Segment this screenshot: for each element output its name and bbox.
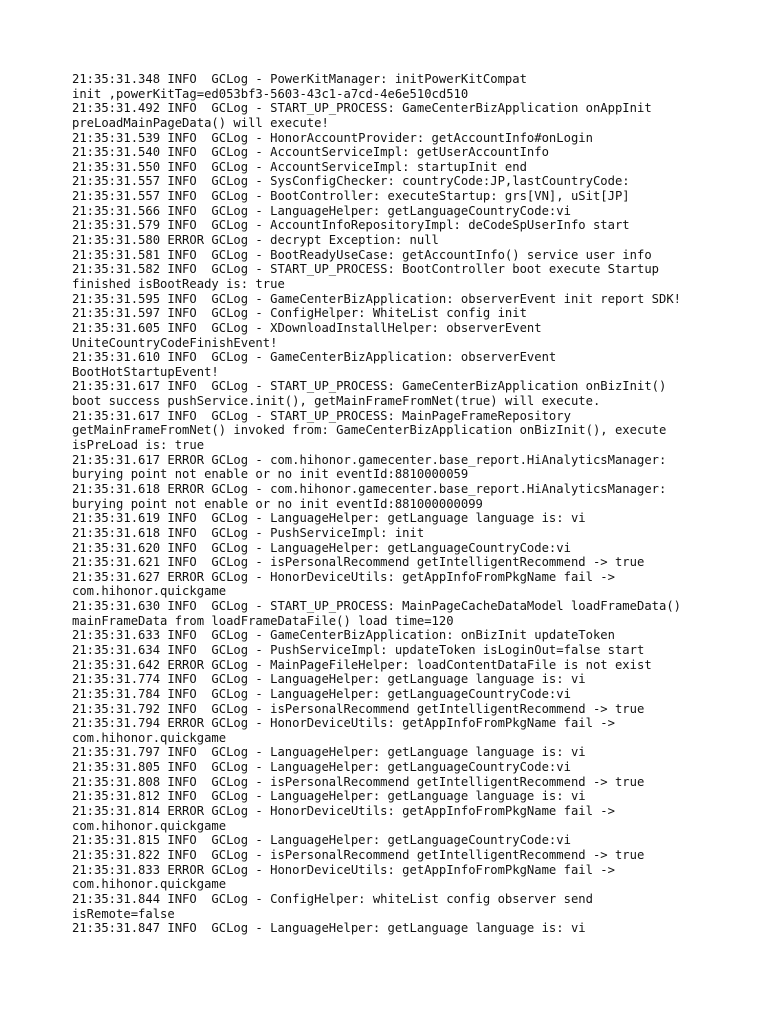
log-line: 21:35:31.595 INFO GCLog - GameCenterBizApplication: observerEvent init report SDK!	[72, 291, 682, 306]
log-line: 21:35:31.815 INFO GCLog - LanguageHelper: getLanguageCountryCode:vi	[72, 833, 571, 848]
log-line: 21:35:31.822 INFO GCLog - isPersonalRecommend getIntelligentRecommend -> true	[72, 847, 645, 862]
log-line: 21:35:31.605 INFO GCLog - XDownloadInstallHelper: observerEvent	[72, 320, 542, 335]
log-line: 21:35:31.634 INFO GCLog - PushServiceImpl: updateToken isLoginOut=false start	[72, 642, 645, 657]
log-line: 21:35:31.620 INFO GCLog - LanguageHelper: getLanguageCountryCode:vi	[72, 540, 571, 555]
log-line: 21:35:31.621 INFO GCLog - isPersonalRecommend getIntelligentRecommend -> true	[72, 555, 645, 570]
log-line: 21:35:31.597 INFO GCLog - ConfigHelper: WhiteList config init	[72, 306, 527, 321]
log-line: 21:35:31.579 INFO GCLog - AccountInfoRepositoryImpl: deCodeSpUserInfo start	[72, 218, 630, 233]
log-line: 21:35:31.618 INFO GCLog - PushServiceImpl: init	[72, 525, 425, 540]
log-line: com.hihonor.quickgame	[72, 818, 227, 833]
log-line: 21:35:31.557 INFO GCLog - SysConfigChecker: countryCode:JP,lastCountryCode:	[72, 174, 630, 189]
log-line: 21:35:31.348 INFO GCLog - PowerKitManager: initPowerKitCompat	[72, 72, 527, 86]
log-line: init ,powerKitTag=ed053bf3-5603-43c1-a7cd-4e6e510cd510	[72, 86, 469, 101]
log-line: 21:35:31.812 INFO GCLog - LanguageHelper: getLanguage language is: vi	[72, 789, 586, 804]
log-line: finished isBootReady is: true	[72, 276, 285, 291]
log-line: 21:35:31.619 INFO GCLog - LanguageHelper: getLanguage language is: vi	[72, 511, 586, 526]
log-line: 21:35:31.774 INFO GCLog - LanguageHelper: getLanguage language is: vi	[72, 672, 586, 687]
log-line: 21:35:31.566 INFO GCLog - LanguageHelper: getLanguageCountryCode:vi	[72, 203, 571, 218]
log-line: 21:35:31.792 INFO GCLog - isPersonalRecommend getIntelligentRecommend -> true	[72, 701, 645, 716]
log-line: isPreLoad is: true	[72, 438, 205, 453]
log-line: 21:35:31.540 INFO GCLog - AccountServiceImpl: getUserAccountInfo	[72, 145, 549, 160]
log-line: 21:35:31.492 INFO GCLog - START_UP_PROCESS: GameCenterBizApplication onAppInit	[72, 101, 652, 116]
log-line: boot success pushService.init(), getMainFrameFromNet(true) will execute.	[72, 394, 601, 409]
log-line: 21:35:31.550 INFO GCLog - AccountServiceImpl: startupInit end	[72, 159, 527, 174]
log-line: 21:35:31.580 ERROR GCLog - decrypt Exception: null	[72, 233, 439, 248]
log-line: burying point not enable or no init eventId:8810000059	[72, 467, 469, 482]
log-line: 21:35:31.833 ERROR GCLog - HonorDeviceUtils: getAppInfoFromPkgName fail ->	[72, 862, 615, 877]
log-line: UniteCountryCodeFinishEvent!	[72, 335, 278, 350]
log-line: com.hihonor.quickgame	[72, 877, 227, 892]
log-line: preLoadMainPageData() will execute!	[72, 115, 329, 130]
log-line: 21:35:31.618 ERROR GCLog - com.hihonor.gamecenter.base_report.HiAnalyticsManager:	[72, 481, 667, 496]
log-line: 21:35:31.557 INFO GCLog - BootController: executeStartup: grs[VN], uSit[JP]	[72, 189, 630, 204]
log-text-block	[72, 72, 712, 936]
log-line: 21:35:31.539 INFO GCLog - HonorAccountProvider: getAccountInfo#onLogin	[72, 130, 593, 145]
log-line: getMainFrameFromNet() invoked from: GameCenterBizApplication onBizInit(), execute	[72, 423, 667, 438]
log-line: 21:35:31.617 ERROR GCLog - com.hihonor.gamecenter.base_report.HiAnalyticsManager:	[72, 452, 667, 467]
log-line: 21:35:31.808 INFO GCLog - isPersonalRecommend getIntelligentRecommend -> true	[72, 774, 645, 789]
log-line: com.hihonor.quickgame	[72, 730, 227, 745]
log-line: burying point not enable or no init eventId:881000000099	[72, 496, 483, 511]
log-line: 21:35:31.847 INFO GCLog - LanguageHelper: getLanguage language is: vi	[72, 921, 586, 936]
log-line: 21:35:31.784 INFO GCLog - LanguageHelper: getLanguageCountryCode:vi	[72, 686, 571, 701]
log-line: 21:35:31.794 ERROR GCLog - HonorDeviceUtils: getAppInfoFromPkgName fail ->	[72, 716, 615, 731]
log-line: 21:35:31.627 ERROR GCLog - HonorDeviceUtils: getAppInfoFromPkgName fail ->	[72, 569, 615, 584]
log-line: 21:35:31.617 INFO GCLog - START_UP_PROCESS: MainPageFrameRepository	[72, 408, 571, 423]
log-line: 21:35:31.797 INFO GCLog - LanguageHelper: getLanguage language is: vi	[72, 745, 586, 760]
log-line: 21:35:31.642 ERROR GCLog - MainPageFileHelper: loadContentDataFile is not exist	[72, 657, 652, 672]
log-line: 21:35:31.617 INFO GCLog - START_UP_PROCESS: GameCenterBizApplication onBizInit()	[72, 379, 667, 394]
log-line: com.hihonor.quickgame	[72, 584, 227, 599]
log-line: 21:35:31.844 INFO GCLog - ConfigHelper: whiteList config observer send	[72, 891, 593, 906]
log-line: 21:35:31.630 INFO GCLog - START_UP_PROCESS: MainPageCacheDataModel loadFrameData()	[72, 599, 682, 614]
log-line: mainFrameData from loadFrameDataFile() load time=120	[72, 613, 454, 628]
log-line: BootHotStartupEvent!	[72, 364, 219, 379]
log-line: 21:35:31.633 INFO GCLog - GameCenterBizApplication: onBizInit updateToken	[72, 628, 615, 643]
log-line: 21:35:31.610 INFO GCLog - GameCenterBizApplication: observerEvent	[72, 350, 557, 365]
log-line: 21:35:31.805 INFO GCLog - LanguageHelper: getLanguageCountryCode:vi	[72, 760, 571, 775]
log-line: 21:35:31.581 INFO GCLog - BootReadyUseCase: getAccountInfo() service user info	[72, 247, 652, 262]
log-line: 21:35:31.814 ERROR GCLog - HonorDeviceUtils: getAppInfoFromPkgName fail ->	[72, 804, 615, 819]
log-line: isRemote=false	[72, 906, 175, 921]
log-line: 21:35:31.582 INFO GCLog - START_UP_PROCESS: BootController boot execute Startup	[72, 262, 659, 277]
